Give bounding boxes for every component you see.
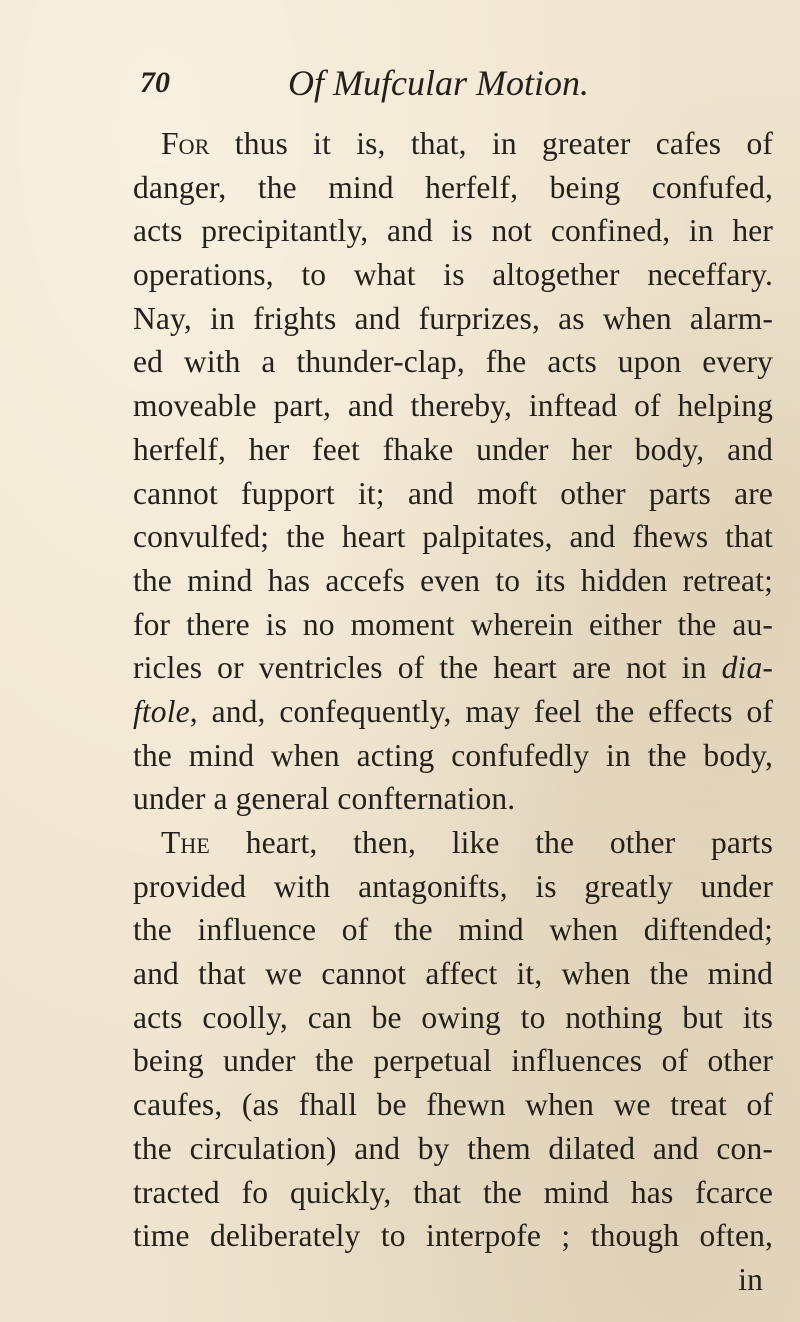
text-line: and that we cannot affect it, when the mind [133,956,773,992]
page-number: 70 [140,66,170,99]
text-fragment: thus it is, that, in greater cafes of [209,126,773,161]
text-line: provided with antagonifts, is greatly under [133,868,773,904]
text-line: convulfed; the heart palpitates, and fhews that [133,519,773,555]
text-line: for there is no moment wherein either the au- [133,606,773,642]
text-line: Nay, in frights and furprizes, as when alarm- [133,300,773,336]
text-line: under a general confternation. [133,781,516,817]
text-fragment: , and, confequently, may feel the effects of [189,693,773,729]
text-line [133,122,773,166]
paragraph-opening-word: The [161,825,211,860]
text-line: the influence of the mind when diftended; [133,912,773,948]
text-line: herfelf, her feet fhake under her body, and [133,431,773,467]
italic-term: dia- [721,650,773,686]
running-title: Of Mufcular Motion. [288,63,589,103]
paragraph-opening-word: For [161,126,210,161]
text-line: operations, to what is altogether neceffary. [133,257,773,293]
text-line: caufes, (as fhall be fhewn when we treat of [133,1087,773,1123]
body-text [133,122,773,1302]
text-line: the mind has accefs even to its hidden retreat; [133,562,773,598]
text-line [133,690,773,734]
italic-term: ftole [133,693,190,729]
text-line: ed with a thunder-clap, fhe acts upon every [133,344,773,380]
text-line: being under the perpetual influences of other [133,1043,773,1079]
catchword: in [738,1261,763,1297]
text-line [133,646,773,690]
text-line: danger, the mind herfelf, being confufed, [133,169,773,205]
text-line: moveable part, and thereby, inftead of helping [133,388,773,424]
text-fragment: ricles or ventricles of the heart are not in [133,650,722,686]
text-line: time deliberately to interpofe ; though often, [133,1218,773,1254]
text-line [133,821,773,865]
text-line: tracted fo quickly, that the mind has fcarce [133,1174,773,1210]
text-line: acts coolly, can be owing to nothing but its [133,999,773,1035]
text-line: the circulation) and by them dilated and con- [133,1130,773,1166]
running-head [140,62,780,108]
text-line: cannot fupport it; and moft other parts are [133,475,773,511]
text-line: acts precipitantly, and is not confined, in her [133,213,773,249]
text-fragment: heart, then, like the other parts [210,825,773,860]
text-line: the mind when acting confufedly in the body, [133,737,773,773]
